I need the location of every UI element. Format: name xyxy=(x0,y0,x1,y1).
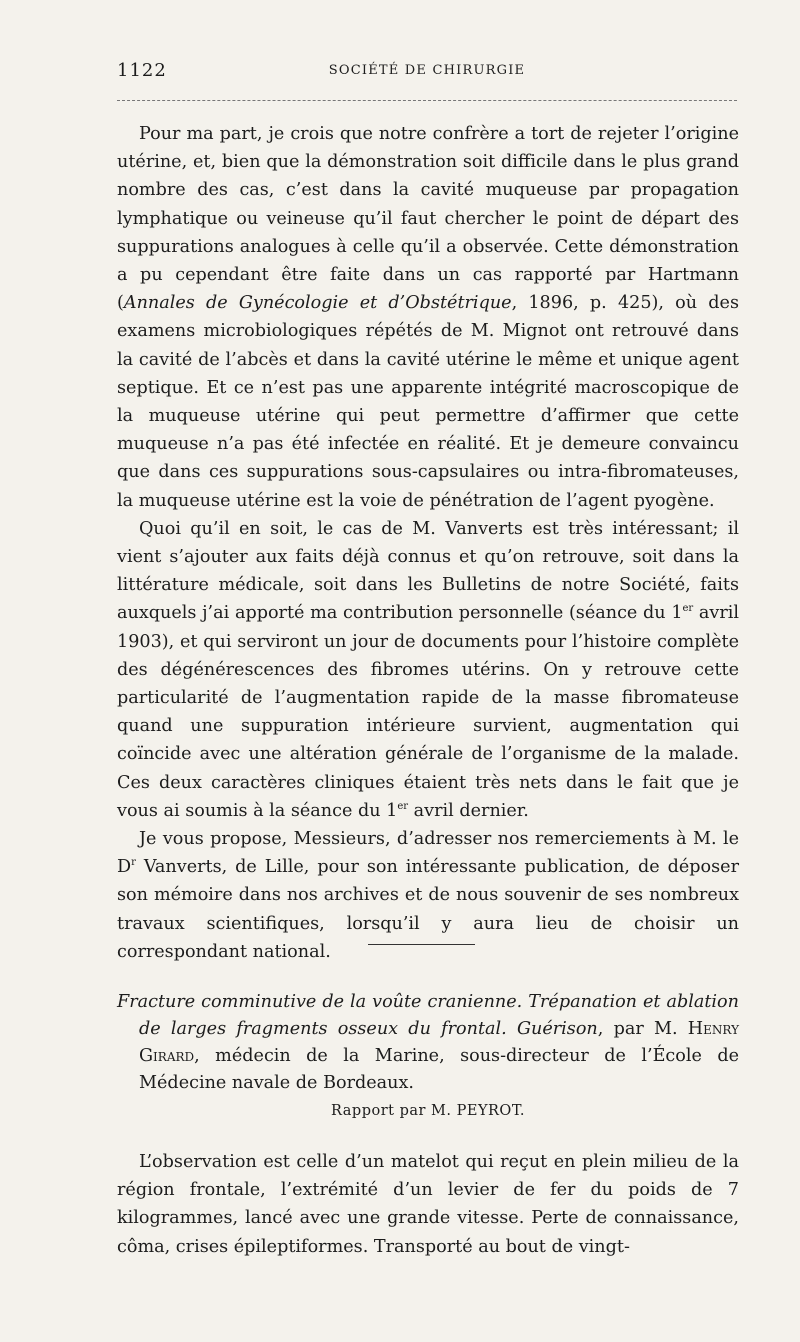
article-title xyxy=(117,989,739,1097)
superscript-er-1: er xyxy=(682,603,694,615)
paragraph-1 xyxy=(117,120,739,515)
article-affiliation: , médecin de la Marine, sous-directeur de l’École de Médecine navale de Bordeaux. xyxy=(139,1046,739,1093)
page-number: 1122 xyxy=(117,60,167,81)
superscript-r: r xyxy=(131,857,136,869)
bottom-paragraph: L’observation est celle d’un matelot qui reçut en plein milieu de la région frontale, l’extrémité d’un levier de fer du poids de 7 kilogrammes, lancé avec une grande vitesse. Perte de connaissance, côma, crises épileptiformes. Transporté au bout de vingt- xyxy=(117,1152,739,1257)
bottom-text xyxy=(117,1148,739,1261)
paragraph-2-text-c: avril dernier. xyxy=(408,800,529,821)
paragraph-3-text-b: Vanverts, de Lille, pour son intéressante publication, de déposer son mémoire dans nos archives et de nous souvenir de ses nombreux travaux scientifiques, lorsqu’il y aura lieu de choisir un correspondant national. xyxy=(117,857,739,962)
header-rule xyxy=(117,100,737,101)
paragraph-1-text: Pour ma part, je crois que notre confrère a tort de rejeter l’origine utérine, et, bien que la démonstration soit difficile dans le plus grand nombre des cas, c’est dans la cavité muqueuse par propagation lymphatique ou veineuse qu’il faut chercher le point de départ des suppurations analogues à celle qu’il a observée. Cette démonstration a pu cependant être faite dans un cas rapporté par Hartmann ( xyxy=(117,124,739,314)
article-author: Henry Girard xyxy=(139,1019,739,1066)
article-title-italic: Fracture comminutive de la voûte cranienne. Trépanation et ablation de larges fragments osseux du frontal. Guérison xyxy=(117,992,739,1039)
paragraph-2-text-a: Quoi qu’il en soit, le cas de M. Vanverts est très intéressant; il vient s’ajouter aux faits déjà connus et qu’on retrouve, soit dans la littérature médicale, soit dans les Bulletins de notre Société, faits auxquels j’ai apporté ma contribution personnelle (séance du 1 xyxy=(117,518,739,624)
page-header xyxy=(117,60,737,88)
paragraph-2 xyxy=(117,515,739,825)
article-by: , par M. xyxy=(597,1019,688,1039)
paragraph-1-rest: , 1896, p. 425), où des examens microbiologiques répétés de M. Mignot ont retrouvé dans la cavité de l’abcès et dans la cavité utérine le même et unique agent septique. Et ce n’est pas une apparente intégrité macroscopique de la muqueuse utérine qui peut permettre d’affirmer que cette muqueuse n’a pas été infectée en réalité. Et je demeure convaincu que dans ces suppurations sous-capsulaires ou intra-fibromateuses, la muqueuse utérine est la voie de pénétration de l’agent pyogène. xyxy=(117,293,739,511)
paragraph-3-text-a: Je vous propose, Messieurs, d’adresser nos remerciements à M. le D xyxy=(117,829,739,878)
running-head: SOCIÉTÉ DE CHIRURGIE xyxy=(328,63,526,78)
paragraph-2-text-b: avril 1903), et qui serviront un jour de documents pour l’histoire complète des dégénérescences des fibromes utérins. On y retrouve cette particularité de l’augmentation rapide de la masse fibromateuse quand une suppuration intérieure survient, augmentation qui coïncide avec une altération générale de l’organisme de la malade. Ces deux caractères cliniques étaient très nets dans le fait que je vous ai soumis à la séance du 1 xyxy=(117,603,740,821)
report-byline: Rapport par M. PEYROT. xyxy=(331,1103,525,1119)
article-title-paragraph xyxy=(117,989,739,1097)
section-divider xyxy=(368,944,475,945)
citation-title: Annales de Gynécologie et d’Obstétrique xyxy=(123,293,512,314)
body-text xyxy=(117,120,739,966)
superscript-er-2: er xyxy=(397,801,409,813)
